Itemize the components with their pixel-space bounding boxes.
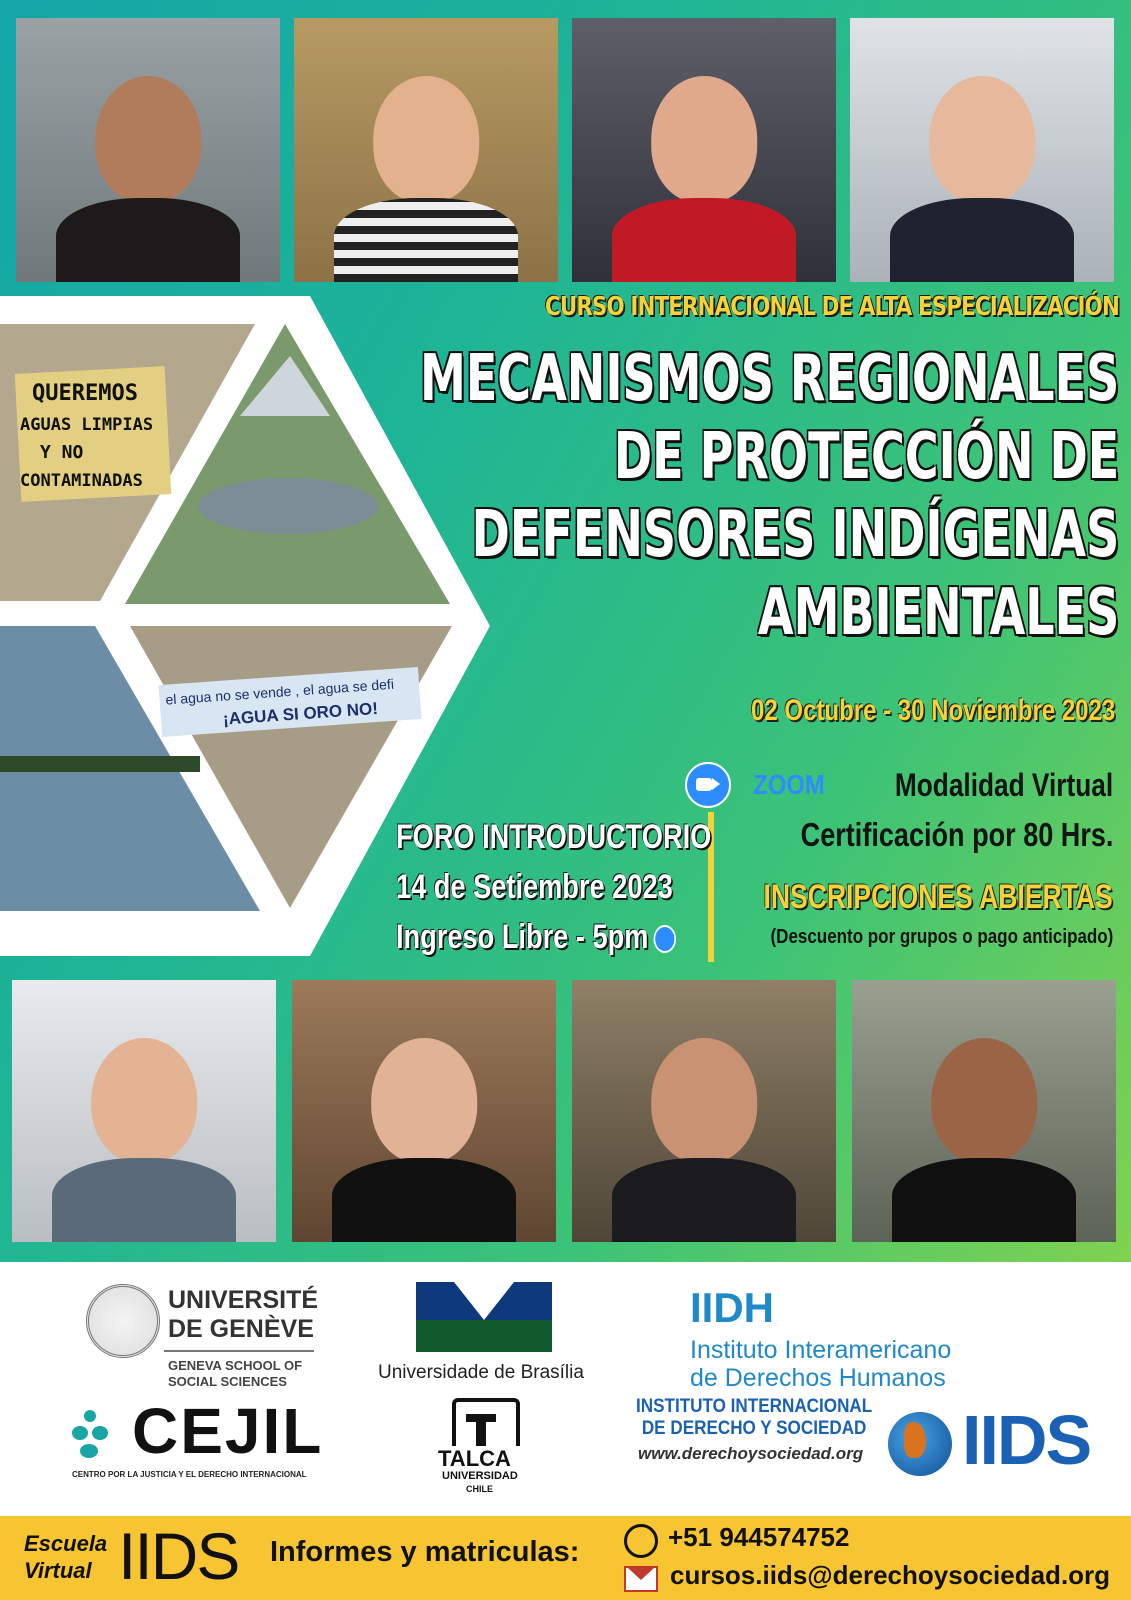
geneve-school-line-2: SOCIAL SCIENCES	[168, 1374, 287, 1389]
iidh-line-1: Instituto Interamericano	[690, 1336, 952, 1364]
geneve-logo-text	[168, 1286, 318, 1344]
geneve-school-text	[168, 1358, 302, 1390]
footer-brand: IIDS	[118, 1519, 239, 1593]
sign-text-1: QUEREMOS	[32, 381, 138, 406]
globe-icon	[888, 1412, 952, 1476]
school-label-line-2: Virtual	[24, 1558, 92, 1583]
contact-phone[interactable]: +51 944574752	[668, 1522, 850, 1552]
certification-text: Certificación por 80 Hrs.	[800, 816, 1113, 853]
speaker-photo-8	[852, 980, 1116, 1242]
partner-logos	[0, 1262, 1131, 1516]
forum-date: 14 de Setiembre 2023	[396, 868, 673, 906]
forum-access	[396, 912, 649, 962]
whatsapp-icon	[624, 1524, 658, 1558]
iids-full-name	[636, 1396, 872, 1440]
talca-country-text: CHILE	[466, 1484, 493, 1494]
speaker-photo-7	[572, 980, 836, 1242]
forum-block	[396, 812, 714, 962]
talca-logo-text: TALCA	[438, 1446, 511, 1471]
iidh-line-2: de Derechos Humanos	[690, 1364, 946, 1392]
speaker-photo-4	[850, 18, 1114, 282]
zoom-label: ZOOM	[753, 769, 825, 800]
speaker-photo-3	[572, 18, 836, 282]
course-dates: 02 Octubre - 30 Noviembre 2023	[750, 694, 1115, 727]
registration-banner: INSCRIPCIONES ABIERTAS	[763, 878, 1113, 916]
cejil-logo-text: CEJIL	[132, 1395, 324, 1467]
unb-logo-text: Universidade de Brasília	[378, 1362, 584, 1383]
speaker-photo-5	[12, 980, 276, 1242]
iids-line-2: DE DERECHO Y SOCIEDAD	[641, 1418, 867, 1439]
school-label-line-1: Escuela	[24, 1531, 108, 1556]
modality-row	[685, 762, 1113, 808]
zoom-icon-small	[653, 925, 675, 953]
iids-website[interactable]: www.derechoysociedad.org	[638, 1444, 864, 1463]
forum-title: FORO INTRODUCTORIO	[396, 818, 712, 856]
banner-text-2: ¡AGUA SI ORO NO!	[222, 698, 379, 729]
school-label	[24, 1530, 107, 1584]
course-title-line-3: DEFENSORES INDÍGENAS	[471, 498, 1119, 572]
gmail-icon	[624, 1566, 658, 1592]
geneve-school-line-1: GENEVA SCHOOL OF	[168, 1358, 303, 1373]
sign-text-3: Y NO	[40, 442, 84, 463]
banner-text-1: el agua no se vende , el agua se defi	[164, 675, 395, 708]
discount-note: (Descuento por grupos o pago anticipado)	[770, 926, 1113, 948]
course-title	[420, 340, 1119, 652]
forum-access-text: Ingreso Libre - 5pm	[396, 918, 649, 956]
zoom-icon	[685, 762, 731, 808]
geneve-line-2: DE GENÈVE	[168, 1315, 314, 1343]
speaker-photo-2	[294, 18, 558, 282]
speaker-photo-6	[292, 980, 556, 1242]
course-title-line-1: MECANISMOS REGIONALES	[419, 342, 1119, 416]
cejil-dots-icon	[72, 1410, 112, 1458]
contact-footer	[0, 1516, 1131, 1600]
course-title-line-4: AMBIENTALES	[757, 576, 1119, 650]
contact-email[interactable]: cursos.iids@derechoysociedad.org	[670, 1560, 1111, 1590]
course-title-line-2: DE PROTECCIÓN DE	[613, 420, 1119, 494]
geneve-line-1: UNIVERSITÉ	[168, 1286, 319, 1314]
iids-logo-text: IIDS	[962, 1401, 1091, 1479]
speaker-photo-1	[16, 18, 280, 282]
sign-text-4: CONTAMINADAS	[20, 471, 143, 491]
talca-logo-icon	[452, 1398, 520, 1446]
divider	[164, 1350, 314, 1352]
iidh-logo-full	[690, 1336, 951, 1392]
cejil-full-name: CENTRO POR LA JUSTICIA Y EL DERECHO INTERNACIONAL	[72, 1470, 307, 1479]
geneve-seal-icon	[86, 1284, 160, 1358]
talca-university-text: UNIVERSIDAD	[442, 1470, 518, 1482]
iids-line-1: INSTITUTO INTERNACIONAL	[636, 1396, 873, 1417]
info-label: Informes y matriculas:	[270, 1536, 580, 1568]
iidh-logo-short: IIDH	[690, 1284, 774, 1331]
sign-text-2: AGUAS LIMPIAS	[20, 415, 154, 435]
unb-logo-icon	[416, 1282, 552, 1352]
course-type-heading: CURSO INTERNACIONAL DE ALTA ESPECIALIZACIÓN	[545, 292, 1119, 322]
modality-text: Modalidad Virtual	[894, 766, 1113, 803]
